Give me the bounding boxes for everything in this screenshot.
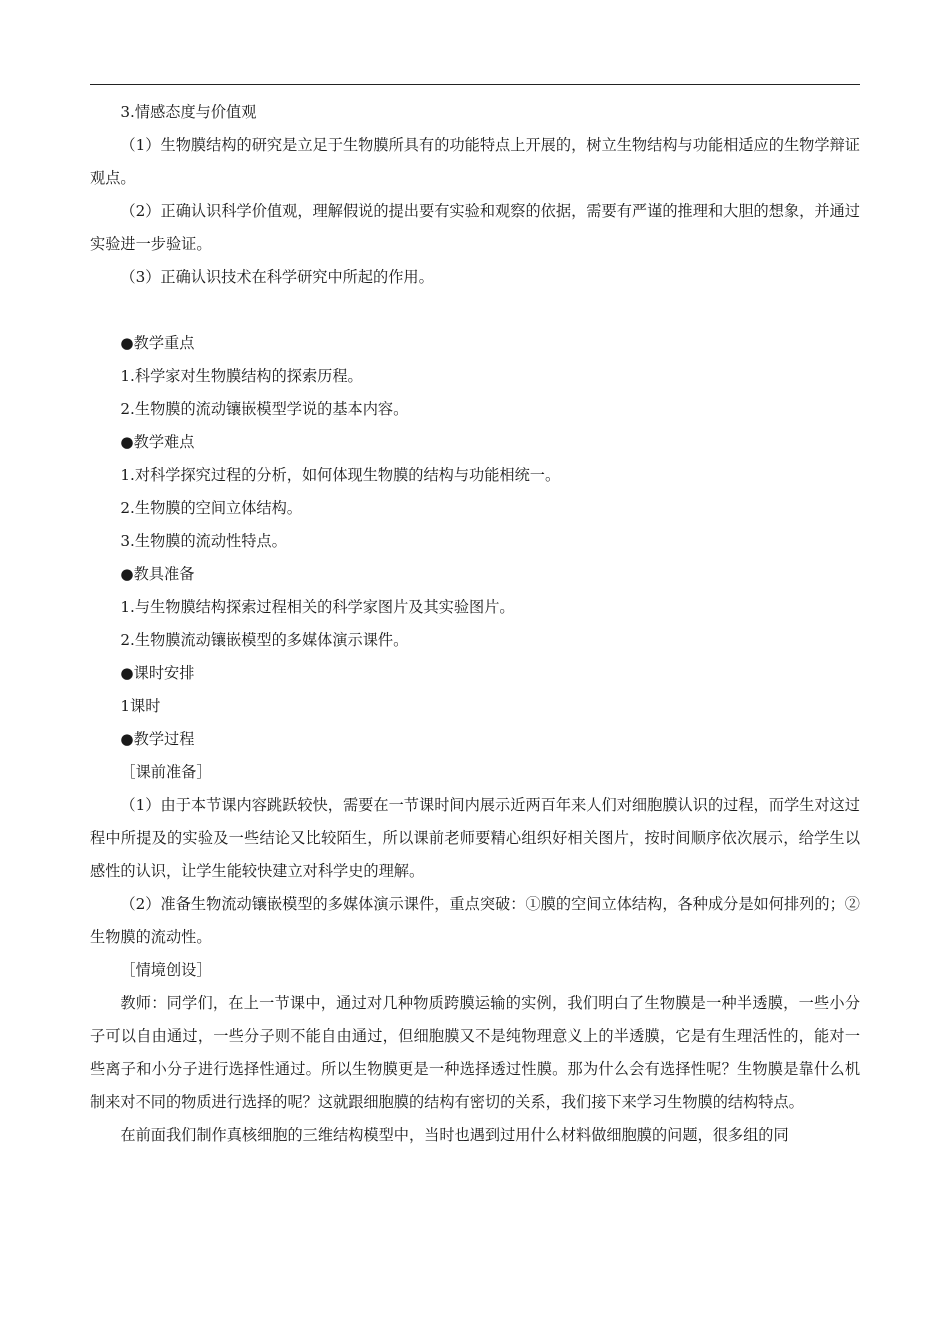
list-item: 1课时	[120, 697, 161, 715]
list-item: 3.生物膜的流动性特点。	[120, 532, 287, 550]
section-heading: 3.情感态度与价值观	[120, 103, 257, 121]
document-body	[90, 96, 860, 1152]
list-item: 2.生物膜流动镶嵌模型的多媒体演示课件。	[120, 631, 409, 649]
section-heading-key-points: ●教学重点	[120, 334, 195, 352]
paragraph: 教师：同学们，在上一节课中，通过对几种物质跨膜运输的实例，我们明白了生物膜是一种半透膜，一些小分子可以自由通过，一些分子则不能自由通过，但细胞膜又不是纯物理意义上的半透膜，它是有生理活性的，能对一些离子和小分子进行选择性通过。所以生物膜更是一种选择透过性膜。那为什么会有选择性呢？生物膜是靠什么机制来对不同的物质进行选择的呢？这就跟细胞膜的结构有密切的关系，我们接下来学习生物膜的结构特点。	[90, 994, 860, 1111]
paragraph: （1）生物膜结构的研究是立足于生物膜所具有的功能特点上开展的，树立生物结构与功能相适应的生物学辩证观点。	[90, 136, 860, 187]
subsection-heading-preparation: ［课前准备］	[120, 763, 212, 781]
section-heading-difficulties: ●教学难点	[120, 433, 195, 451]
paragraph: （2）准备生物流动镶嵌模型的多媒体演示课件，重点突破：①膜的空间立体结构，各种成分是如何排列的；②生物膜的流动性。	[90, 895, 860, 946]
list-item: 2.生物膜的空间立体结构。	[120, 499, 302, 517]
paragraph: （3）正确认识技术在科学研究中所起的作用。	[120, 268, 434, 286]
section-heading-materials: ●教具准备	[120, 565, 195, 583]
section-heading-schedule: ●课时安排	[120, 664, 195, 682]
list-item: 1.对科学探究过程的分析，如何体现生物膜的结构与功能相统一。	[120, 466, 561, 484]
paragraph: （1）由于本节课内容跳跃较快，需要在一节课时间内展示近两百年来人们对细胞膜认识的过程，而学生对这过程中所提及的实验及一些结论又比较陌生，所以课前老师要精心组织好相关图片，按时间顺序依次展示，给学生以感性的认识，让学生能较快建立对科学史的理解。	[90, 796, 860, 880]
paragraph: （2）正确认识科学价值观，理解假说的提出要有实验和观察的依据，需要有严谨的推理和大胆的想象，并通过实验进一步验证。	[90, 202, 860, 253]
list-item: 1.与生物膜结构探索过程相关的科学家图片及其实验图片。	[120, 598, 515, 616]
header-rule	[90, 84, 860, 85]
paragraph: 在前面我们制作真核细胞的三维结构模型中，当时也遇到过用什么材料做细胞膜的问题，很多组的同	[120, 1126, 789, 1144]
list-item: 2.生物膜的流动镶嵌模型学说的基本内容。	[120, 400, 409, 418]
subsection-heading-scenario: ［情境创设］	[120, 961, 212, 979]
section-heading-process: ●教学过程	[120, 730, 195, 748]
spacer	[90, 294, 860, 327]
list-item: 1.科学家对生物膜结构的探索历程。	[120, 367, 363, 385]
